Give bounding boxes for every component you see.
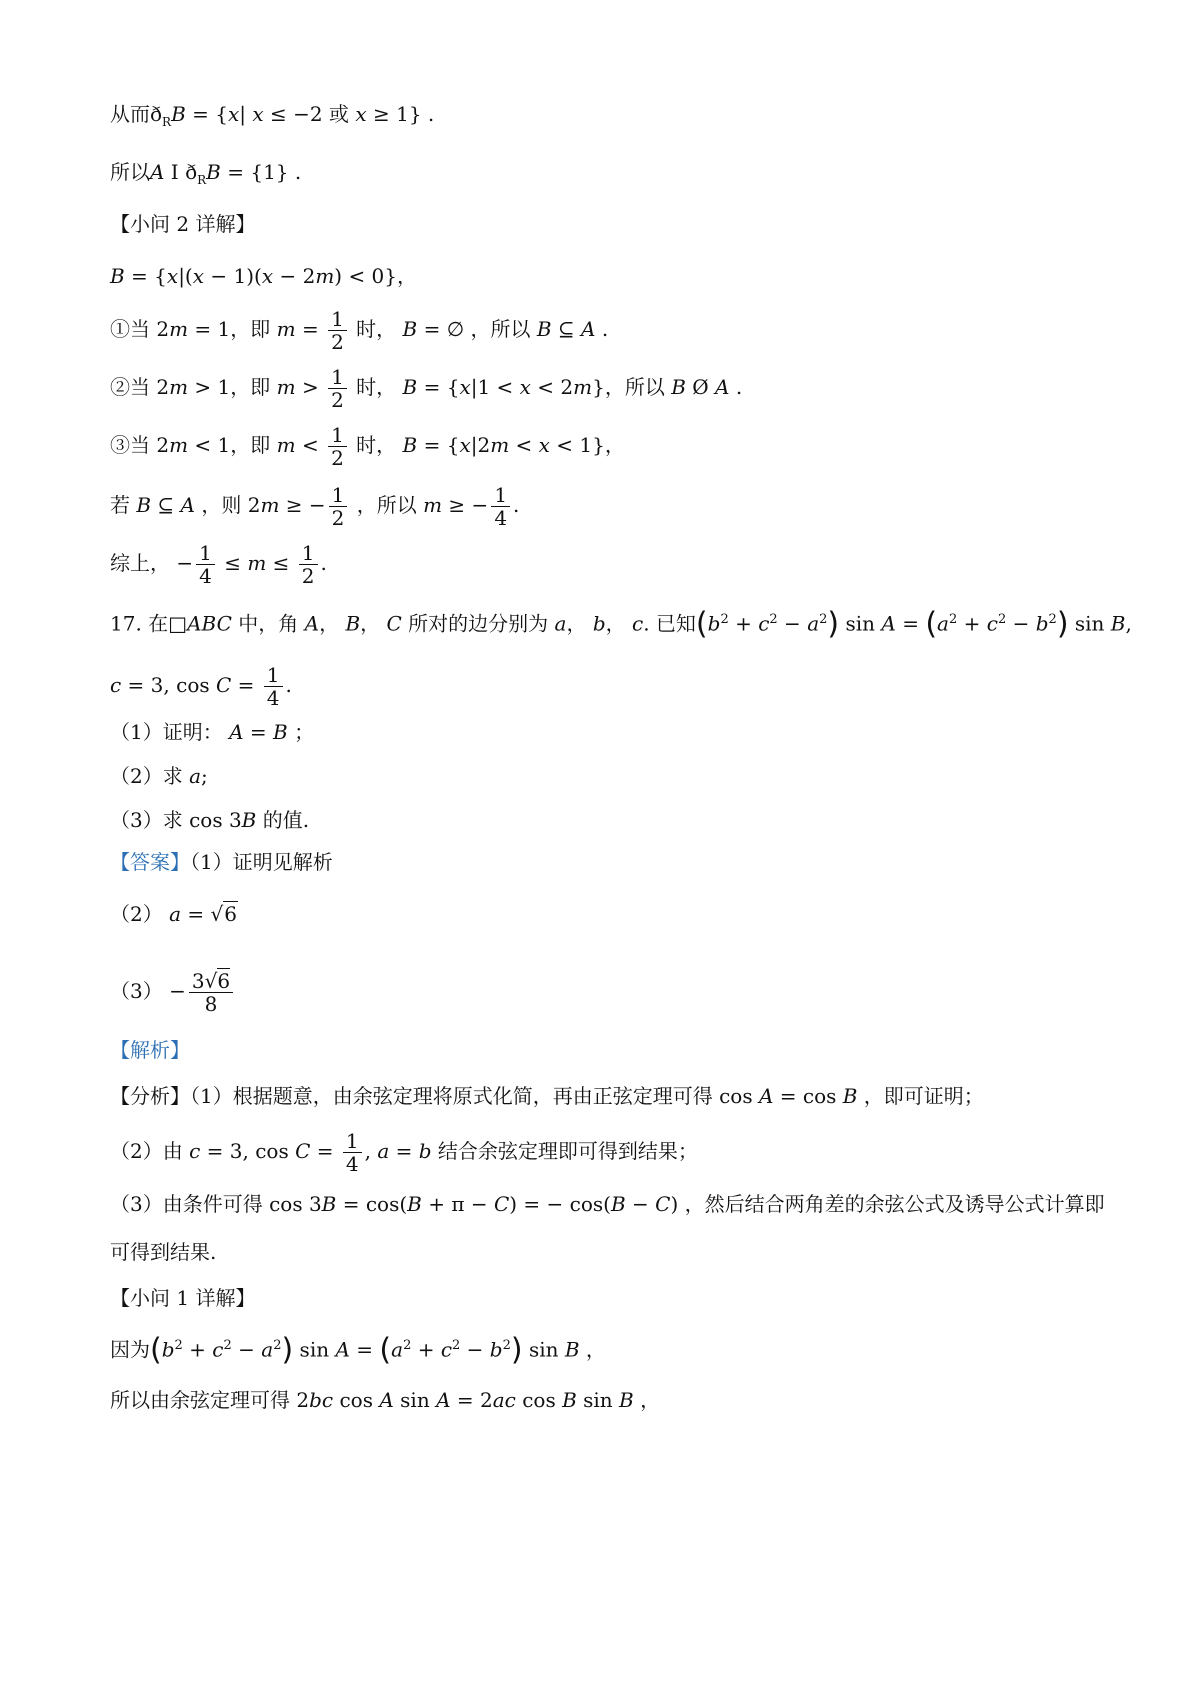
fraction: [328, 366, 347, 411]
var: m: [169, 375, 189, 399]
var: x: [519, 375, 531, 399]
text: <: [509, 433, 539, 457]
text: ≤ −2 或: [263, 102, 356, 126]
text: − 1)(: [204, 264, 262, 288]
text: ，: [579, 1337, 606, 1362]
complement-symbol: ð: [150, 102, 163, 126]
var: x: [261, 264, 274, 288]
text: ⊆: [551, 317, 582, 341]
text: −: [777, 611, 808, 636]
text: = 2: [450, 1388, 493, 1412]
line-summary: [110, 542, 327, 587]
text: ，: [566, 611, 593, 636]
answer-line-2: [110, 900, 238, 928]
denominator: 4: [494, 506, 508, 530]
answer-line-1: [110, 848, 333, 876]
text: ③当 2: [110, 433, 170, 457]
text: 所以: [110, 160, 150, 184]
text: 时，: [349, 317, 403, 341]
text: ，即可证明；: [857, 1084, 984, 1108]
fraction: [264, 664, 283, 709]
exponent: 2: [819, 612, 828, 627]
text: =: [310, 1139, 340, 1163]
text: ) ，然后结合两角差的余弦公式及诱导公式计算即: [670, 1192, 1105, 1216]
var: x: [459, 375, 471, 399]
text: = {: [417, 375, 460, 399]
analysis-line-3: [110, 1190, 1105, 1218]
text: （2）求: [110, 764, 190, 788]
var: C: [386, 611, 402, 636]
var: B: [402, 375, 418, 399]
text: ②当 2: [110, 375, 170, 399]
var: A: [715, 375, 730, 399]
text: =: [295, 317, 326, 341]
var: B: [321, 1192, 337, 1216]
answer-label: 【答案】: [110, 850, 190, 874]
exponent: 2: [174, 1338, 183, 1353]
exponent: 2: [997, 612, 1007, 627]
text: （1）根据题意，由余弦定理将原式化简，再由正弦定理可得 cos: [190, 1084, 759, 1108]
paren: (: [925, 606, 938, 642]
text: − 2: [273, 264, 316, 288]
text: = 1，即: [188, 317, 277, 341]
exponent: 2: [403, 1338, 412, 1353]
line-case-3: [110, 424, 625, 469]
text: = {: [185, 102, 228, 126]
exponent: 2: [502, 1338, 511, 1353]
line-intersection: [110, 158, 301, 194]
var: c: [189, 1139, 201, 1163]
coefficient: 3: [191, 969, 205, 993]
var: a: [554, 611, 567, 636]
text: = 3, cos: [121, 673, 216, 697]
var: a: [807, 611, 820, 636]
var: B: [407, 1192, 422, 1216]
exponent: 2: [1048, 612, 1057, 627]
var: B: [564, 1337, 580, 1362]
text: |: [239, 102, 253, 126]
text: =: [389, 1139, 419, 1163]
text: ⊆: [151, 493, 181, 517]
text: ≥ −: [442, 493, 489, 517]
text: sin: [522, 1337, 565, 1362]
var: a: [169, 902, 182, 926]
analysis-line-1: [110, 1082, 984, 1110]
var: m: [276, 433, 296, 457]
paren: (: [150, 1332, 162, 1368]
text: （1）证明：: [110, 720, 230, 744]
var: B: [136, 493, 152, 517]
text: ，: [319, 611, 346, 636]
numerator: 1: [328, 424, 347, 447]
var: x: [252, 102, 264, 126]
var: c: [212, 1337, 224, 1362]
text: } .: [408, 102, 435, 126]
var: C: [493, 1192, 510, 1216]
numerator: 1: [264, 664, 283, 687]
triangle-symbol: □: [168, 611, 188, 636]
text: =: [231, 673, 261, 697]
text: ≤: [217, 551, 248, 575]
text: ，所以: [350, 493, 424, 517]
var: B: [619, 1388, 634, 1412]
var: m: [276, 317, 296, 341]
var: A: [581, 317, 596, 341]
denominator: 8: [204, 992, 218, 1016]
text: = {: [417, 433, 460, 457]
analysis-line-2: [110, 1130, 698, 1175]
exponent: 2: [273, 1338, 282, 1353]
var: C: [295, 1139, 311, 1163]
paren: ): [510, 1332, 523, 1368]
text: < 1，即: [188, 433, 277, 457]
fraction: [299, 542, 318, 587]
text: 的值.: [256, 808, 310, 832]
var: b: [592, 611, 606, 636]
fraction: [328, 308, 347, 353]
denominator: 2: [301, 564, 315, 588]
numerator: [189, 970, 233, 993]
exponent: 2: [720, 612, 729, 627]
text: = {1} .: [220, 160, 302, 184]
text: 因为: [110, 1337, 150, 1362]
text: ;: [201, 764, 208, 788]
paren: (: [379, 1332, 392, 1368]
problem-17-given: [110, 664, 292, 709]
var: c: [632, 611, 644, 636]
text: 中，角: [231, 611, 305, 636]
var: A: [180, 493, 195, 517]
denominator: 4: [199, 564, 212, 588]
text: 时，: [349, 433, 403, 457]
var: C: [215, 673, 232, 697]
denominator: 2: [331, 506, 345, 530]
var: x: [192, 264, 205, 288]
var: B: [842, 1084, 858, 1108]
text: −: [231, 1337, 262, 1362]
var: a: [261, 1337, 274, 1362]
text: .: [595, 317, 609, 341]
text: + π −: [421, 1192, 494, 1216]
text: }，所以: [592, 375, 672, 399]
var: C: [655, 1192, 671, 1216]
denominator: 2: [331, 388, 344, 412]
text: （2）由: [110, 1139, 190, 1163]
text: sin: [293, 1337, 336, 1362]
line-case-1: [110, 308, 608, 353]
text: +: [411, 1337, 441, 1362]
analysis-label: 【分析】: [110, 1084, 190, 1108]
var: m: [276, 375, 296, 399]
var: x: [538, 433, 550, 457]
text: =: [895, 611, 926, 636]
var: B: [562, 1388, 577, 1412]
detail-line-2: [110, 1386, 660, 1414]
text: =: [181, 902, 211, 926]
text: ，: [605, 611, 632, 636]
radicand: 6: [217, 969, 231, 993]
var: A: [758, 1084, 774, 1108]
text: −: [460, 1337, 490, 1362]
var: B: [610, 1192, 626, 1216]
text: （3） −: [110, 979, 186, 1003]
var: A: [436, 1388, 451, 1412]
text: I: [164, 160, 186, 184]
numerator: 1: [328, 366, 347, 389]
exponent: 2: [769, 612, 778, 627]
denominator: 4: [345, 1152, 359, 1176]
answer-line-3: [110, 970, 236, 1015]
var: b: [418, 1139, 432, 1163]
heading-analysis: 【解析】: [110, 1038, 190, 1062]
paren: (: [695, 606, 708, 642]
paren: ): [827, 606, 840, 642]
var: b: [161, 1337, 175, 1362]
text: +: [182, 1337, 213, 1362]
text: 时，: [349, 375, 403, 399]
text: <: [295, 433, 326, 457]
text: =: [243, 720, 274, 744]
var: b: [707, 611, 721, 636]
text: < 2: [530, 375, 574, 399]
var: b: [489, 1337, 503, 1362]
var: A: [881, 611, 896, 636]
var: m: [247, 551, 267, 575]
var: m: [573, 375, 593, 399]
text: = ∅ ，所以: [417, 317, 537, 341]
var: c: [440, 1337, 453, 1362]
text: = cos(: [336, 1192, 408, 1216]
var: B: [671, 375, 686, 399]
var: m: [260, 493, 280, 517]
exponent: 2: [452, 1338, 461, 1353]
text: ,: [1125, 611, 1132, 636]
text: .: [285, 673, 292, 697]
var: c: [110, 673, 122, 697]
radical-sign: √: [210, 902, 224, 926]
line-condition: [110, 484, 519, 529]
subscript: R: [162, 115, 172, 129]
subscript: R: [197, 173, 207, 187]
text: ) = − cos(: [509, 1192, 611, 1216]
text: |(: [178, 264, 193, 288]
fraction: [328, 424, 347, 469]
var: B: [345, 611, 361, 636]
text: 综上， −: [110, 551, 194, 575]
var: ABC: [187, 611, 232, 636]
text: cos: [333, 1388, 380, 1412]
var: x: [166, 264, 179, 288]
text: −: [1006, 611, 1036, 636]
var: ac: [492, 1388, 516, 1412]
text: （3）由条件可得 cos 3: [110, 1192, 322, 1216]
text: ，则 2: [195, 493, 261, 517]
exponent: 2: [948, 612, 958, 627]
var: B: [1110, 611, 1126, 636]
text: . 已知: [643, 611, 696, 636]
text: （3）求 cos 3: [110, 808, 242, 832]
var: B: [206, 160, 221, 184]
text: cos: [515, 1388, 563, 1412]
var: a: [189, 764, 202, 788]
heading-q1-detail: 【小问 1 详解】: [110, 1286, 256, 1310]
numerator: 1: [328, 308, 347, 331]
text: = cos: [773, 1084, 843, 1108]
var: A: [335, 1337, 350, 1362]
var: a: [937, 611, 949, 636]
text: .: [513, 493, 520, 517]
text: 若: [110, 493, 137, 517]
text: 从而: [110, 102, 150, 126]
text: = 3, cos: [200, 1139, 296, 1163]
paren: ): [1056, 606, 1069, 642]
line-complement-b: [110, 100, 434, 136]
text: ) < 0}，: [334, 264, 418, 288]
text: sin: [1068, 611, 1111, 636]
text: ≤: [266, 551, 296, 575]
fraction: [343, 1130, 362, 1175]
sub-question-2: [110, 762, 208, 790]
text: =: [349, 1337, 380, 1362]
heading-q2-detail: 【小问 2 详解】: [110, 212, 256, 236]
var: m: [423, 493, 443, 517]
text: （2）: [110, 902, 170, 926]
text: ，: [360, 611, 387, 636]
text: ①当 2: [110, 317, 170, 341]
denominator: 2: [331, 446, 344, 470]
text: （1）证明见解析: [190, 850, 333, 874]
text: 17. 在: [110, 611, 169, 636]
text: +: [957, 611, 987, 636]
fraction: [196, 542, 215, 587]
var: c: [986, 611, 998, 636]
numerator: 1: [299, 542, 318, 565]
text: 所以由余弦定理可得 2: [110, 1388, 310, 1412]
fraction: [491, 484, 510, 529]
var: B: [171, 102, 186, 126]
text: sin: [576, 1388, 620, 1412]
text: ；: [287, 720, 315, 744]
exponent: 2: [223, 1338, 232, 1353]
text: 所对的边分别为: [401, 611, 555, 636]
text: |1 <: [470, 375, 520, 399]
var: B: [402, 317, 418, 341]
var: B: [536, 317, 552, 341]
text: ≥ 1: [366, 102, 409, 126]
text: sin: [393, 1388, 437, 1412]
fraction: [189, 970, 233, 1015]
sub-question-3: [110, 806, 309, 834]
var: A: [379, 1388, 394, 1412]
var: x: [355, 102, 367, 126]
text: .: [320, 551, 327, 575]
analysis-line-4: 可得到结果.: [110, 1240, 217, 1264]
text: sin: [839, 611, 882, 636]
var: B: [241, 808, 257, 832]
sub-question-1: [110, 718, 314, 746]
text: >: [295, 375, 326, 399]
fraction: [329, 484, 348, 529]
text: −: [625, 1192, 656, 1216]
text: Ø: [685, 375, 716, 399]
numerator: 1: [491, 484, 510, 507]
var: m: [490, 433, 510, 457]
denominator: 4: [266, 686, 280, 710]
var: A: [229, 720, 244, 744]
text: < 1}，: [549, 433, 625, 457]
var: b: [1035, 611, 1049, 636]
var: B: [402, 433, 418, 457]
numerator: 1: [196, 542, 215, 565]
radical-sign: √: [204, 969, 218, 993]
radicand: 6: [224, 902, 237, 926]
var: B: [110, 264, 125, 288]
text: > 1，即: [188, 375, 277, 399]
line-set-b: [110, 262, 417, 290]
numerator: 1: [343, 1130, 362, 1153]
var: a: [391, 1337, 404, 1362]
text: .: [729, 375, 743, 399]
text: ≥ −: [279, 493, 326, 517]
numerator: 1: [329, 484, 348, 507]
var: A: [304, 611, 320, 636]
var: x: [459, 433, 471, 457]
text: ，: [633, 1388, 661, 1412]
complement-symbol: ð: [185, 160, 198, 184]
text: |2: [470, 433, 491, 457]
line-case-2: [110, 366, 742, 411]
var: x: [228, 102, 240, 126]
var: A: [150, 160, 165, 184]
var: B: [273, 720, 288, 744]
text: ,: [364, 1139, 378, 1163]
var: a: [377, 1139, 390, 1163]
var: bc: [309, 1388, 334, 1412]
var: m: [315, 264, 335, 288]
text: 结合余弦定理即可得到结果；: [431, 1139, 698, 1163]
detail-line-1: [110, 1332, 606, 1368]
denominator: 2: [331, 330, 344, 354]
text: +: [728, 611, 759, 636]
paren: ): [281, 1332, 294, 1368]
problem-17-statement: [110, 606, 1132, 642]
var: c: [758, 611, 770, 636]
text: = {: [124, 264, 167, 288]
square-root: [211, 900, 238, 928]
var: m: [169, 433, 189, 457]
var: m: [169, 317, 189, 341]
